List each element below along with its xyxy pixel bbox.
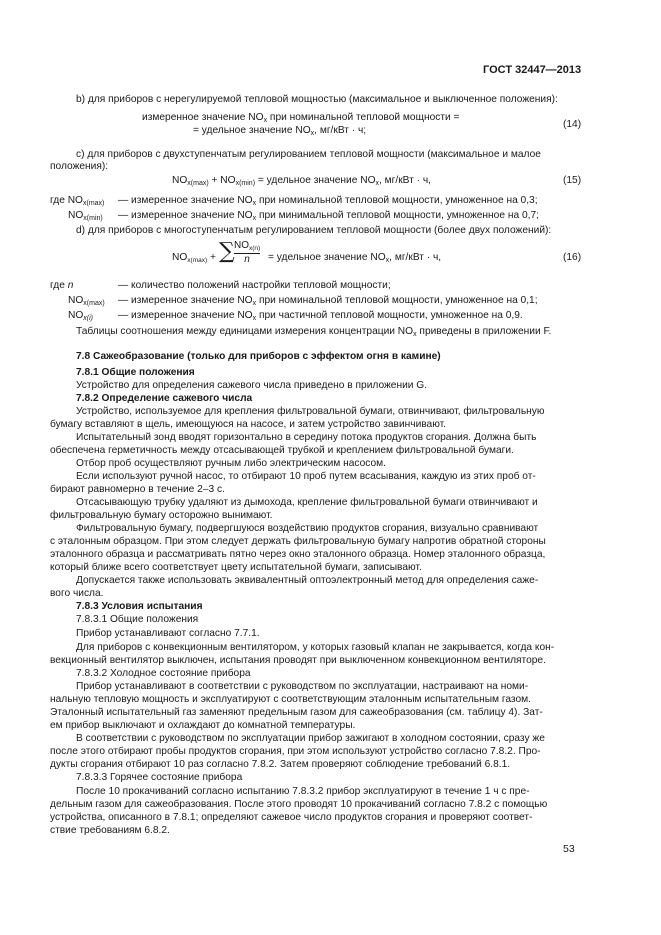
eq15-number: (15) <box>563 175 582 186</box>
eq14-line2: = удельное значение $NO_x$, мг/кВт · ч; <box>193 125 367 137</box>
paragraph-line: дукты сгорания отбирают 10 раз согласно 7.8.2. Затем проверяют соблюдение требований 6.8.1. <box>50 759 511 770</box>
eq16-lhs: $NO_{x(max)}$ + <box>172 252 216 264</box>
paragraph-line: вого числа. <box>50 588 104 599</box>
tables-note: Таблицы соотношения между единицами измерения концентрации $NO_x$ приведены в приложении F. <box>76 326 552 338</box>
paragraph-line: Допускается также использовать эквивалентный оптоэлектронный метод для определения саже- <box>76 575 539 586</box>
paragraph-line: Эталонный испытательный газ заменяют предельным газом для сажеобразования (см. таблицу 4). Зат- <box>50 707 543 718</box>
sum-sign: ∑ <box>219 239 235 264</box>
paragraph-line: нальную тепловую мощность и эксплуатируют с соответствующим эталонным испытательным газом. <box>50 694 531 705</box>
fraction-denominator: n <box>244 254 250 265</box>
page-number: 53 <box>563 843 575 855</box>
def-n: — количество положений настройки тепловой мощности; <box>118 280 391 291</box>
paragraph-line: бумагу вставляют в щель, имеющуюся на насосе, и затем устройство завинчивают. <box>50 419 447 430</box>
paragraph-line: с эталонным образцом. При этом следует держать фильтровальную бумагу напротив обратной стороны <box>50 536 546 547</box>
def-d-i: — измеренное значение $NO_x$ при частичной тепловой мощности, умноженное на 0,9. <box>118 310 523 322</box>
section-7-8-3-3-title: 7.8.3.3 Горячее состояние прибора <box>76 772 243 783</box>
paragraph-line: В соответствии с руководством по эксплуатации прибор зажигают в холодном состоянии, сразу же <box>76 733 545 744</box>
paragraph-line: ствие требованиям 6.8.2. <box>50 825 170 836</box>
eq14-line1: измеренное значение $NO_x$ при номинальной тепловой мощности = <box>142 112 460 124</box>
def-no-min: — измеренное значение $NO_x$ при минимальной тепловой мощности, умноженное на 0,7; <box>118 210 539 222</box>
paragraph-line: Фильтровальную бумагу, подвергшуюся воздействию продуктов сгорания, визуально сравнивают <box>76 523 539 534</box>
paragraph-line: ем прибор выключают и охлаждают до комнатной температуры. <box>50 720 356 731</box>
paragraph-line: векционный вентилятор выключен, испытания проводят при выключенном конвекционном вентиляторе. <box>50 655 546 666</box>
eq16-fraction <box>234 240 260 266</box>
paragraph-line: бирают равномерно в течение 2–3 с. <box>50 484 225 495</box>
eq16-rhs: = удельное значение $NO_x$, мг/кВт · ч, <box>268 252 442 264</box>
item-b-intro: b) для приборов с нерегулируемой тепловой мощностью (максимальное и выключенное положения): <box>76 94 558 105</box>
paragraph-line: Отсасывающую трубку удаляют из дымохода, крепление фильтровальной бумаги отвинчивают и <box>76 497 538 508</box>
section-7-8-1-text: Устройство для определения сажевого числа приведено в приложении G. <box>76 380 428 391</box>
paragraph-line: Отбор проб осуществляют ручным либо электрическим насосом. <box>76 458 387 469</box>
def-d-max: — измеренное значение $NO_x$ при номинальной тепловой мощности, умноженное на 0,1; <box>118 295 538 307</box>
paragraph-line: Испытательный зонд вводят горизонтально в середину потока продуктов сгорания. Должна быть <box>76 432 537 443</box>
paragraph-line: устройства, описанного в 7.8.1; определяют сажевое число продуктов сгорания и проверяют соответ- <box>50 812 533 823</box>
paragraph-line: фильтровальную бумагу осторожно вынимают. <box>50 510 273 521</box>
paragraph-line: который ближе всего соответствует цвету испытательной бумаги, записывают. <box>50 562 422 573</box>
section-7-8-title: 7.8 Сажеобразование (только для приборов с эффектом огня в камине) <box>76 351 441 362</box>
eq14-number: (14) <box>563 119 582 130</box>
eq15: $NO_{x(max)} + NO_{x(min)}$ = удельное значение $NO_x$, мг/кВт · ч, <box>172 175 431 187</box>
section-7-8-3-1-title: 7.8.3.1 Общие положения <box>76 614 199 625</box>
section-7-8-1-title: 7.8.1 Общие положения <box>76 367 195 378</box>
item-c-intro-1: c) для приборов с двухступенчатым регулированием тепловой мощности (максимальное и малое <box>76 149 541 160</box>
def-no-min-symbol: $NO_{x(min)}$ <box>68 210 103 222</box>
paragraph-line: эталонного образца и рассматривать пятно через окно эталонного образца. Номер эталонного образца, <box>50 549 546 560</box>
paragraph-line: Устройство, используемое для крепления фильтровальной бумаги, отвинчивают, фильтровальную <box>76 406 545 417</box>
paragraph-line: Прибор устанавливают согласно 7.7.1. <box>76 628 260 639</box>
eq16-number: (16) <box>563 252 582 263</box>
paragraph-line: Если используют ручной насос, то отбирают 10 проб путем всасывания, каждую из этих проб от- <box>76 471 536 482</box>
def-no-max: — измеренное значение $NO_x$ при номинальной тепловой мощности, умноженное на 0,3; <box>118 195 538 207</box>
def-d-max-symbol: $NO_{x(max)}$ <box>68 295 105 307</box>
def-n-symbol: где n <box>50 280 74 291</box>
section-7-8-3-title: 7.8.3 Условия испытания <box>76 601 203 612</box>
standard-number: ГОСТ 32447—2013 <box>483 64 582 76</box>
paragraph-line: дельным газом для сажеобразования. После этого проводят 10 прокачиваний согласно 7.8.2 с помощью <box>50 799 548 810</box>
paragraph-line: обеспечена герметичность между отсасывающей трубкой и креплением фильтровальной бумаги. <box>50 445 514 456</box>
section-7-8-3-2-title: 7.8.3.2 Холодное состояние прибора <box>76 668 251 679</box>
paragraph-line: после этого отбирают пробы продуктов сгорания, при этом используют устройство согласно 7.8.2. Про- <box>50 746 541 757</box>
def-no-max-symbol: где $NO_{x(max)}$ <box>50 195 105 207</box>
section-7-8-2-title: 7.8.2 Определение сажевого числа <box>76 393 253 404</box>
paragraph-line: Прибор устанавливают в соответствии с руководством по эксплуатации, настраивают на номи- <box>76 681 529 692</box>
paragraph-line: После 10 прокачиваний согласно испытанию 7.8.3.2 прибор эксплуатируют в течение 1 ч с пре- <box>76 786 530 797</box>
item-d-intro: d) для приборов с многоступенчатым регулированием тепловой мощности (более двух положений): <box>76 225 552 236</box>
item-c-intro-2: положения): <box>50 161 109 172</box>
paragraph-line: Для приборов с конвекционным вентилятором, у которых газовый клапан не закрывается, когда кон- <box>76 642 555 653</box>
fraction-numerator: $NO_{x(n)}$ <box>234 240 261 252</box>
def-d-i-symbol: $NO_{x(i)}$ <box>68 310 93 322</box>
